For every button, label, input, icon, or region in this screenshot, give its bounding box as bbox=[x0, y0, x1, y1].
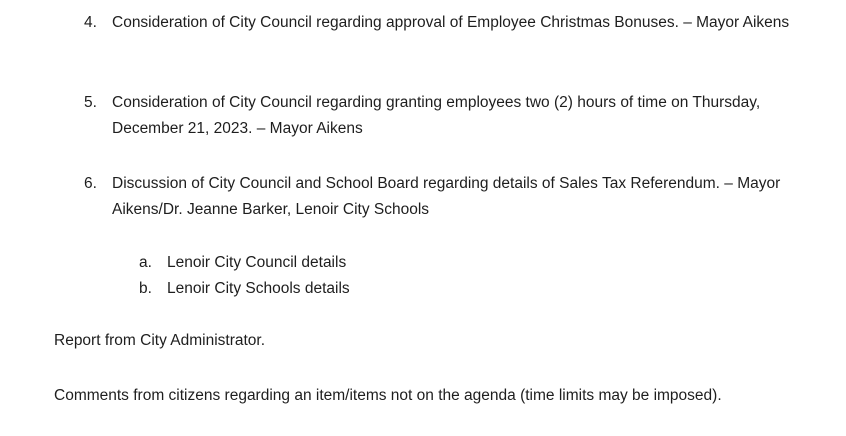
item-text: Consideration of City Council regarding granting employees two (2) hours of time on Thursday, December 21, 2023. – Mayor Aikens bbox=[112, 94, 761, 137]
subitem-letter: a. bbox=[139, 254, 152, 271]
agenda-item-4 bbox=[84, 10, 824, 36]
subitem-text: Lenoir City Schools details bbox=[167, 280, 350, 297]
report-paragraph: Report from City Administrator. bbox=[54, 332, 266, 349]
item-number: 6. bbox=[84, 175, 97, 192]
subitem-b bbox=[139, 276, 779, 302]
comments-paragraph: Comments from citizens regarding an item/items not on the agenda (time limits may be imposed). bbox=[54, 387, 722, 404]
subitem-text: Lenoir City Council details bbox=[167, 254, 347, 271]
agenda-item-5 bbox=[84, 90, 824, 142]
subitem-a bbox=[139, 250, 779, 276]
item-number: 5. bbox=[84, 94, 97, 111]
item-text: Consideration of City Council regarding approval of Employee Christmas Bonuses. – Mayor Aikens bbox=[112, 14, 790, 31]
subitem-letter: b. bbox=[139, 280, 152, 297]
item-text: Discussion of City Council and School Board regarding details of Sales Tax Referendum. – Mayor Aikens/Dr. Jeanne Barker, Lenoir City Schools bbox=[112, 175, 781, 218]
item-number: 4. bbox=[84, 14, 97, 31]
agenda-item-6 bbox=[84, 171, 824, 223]
